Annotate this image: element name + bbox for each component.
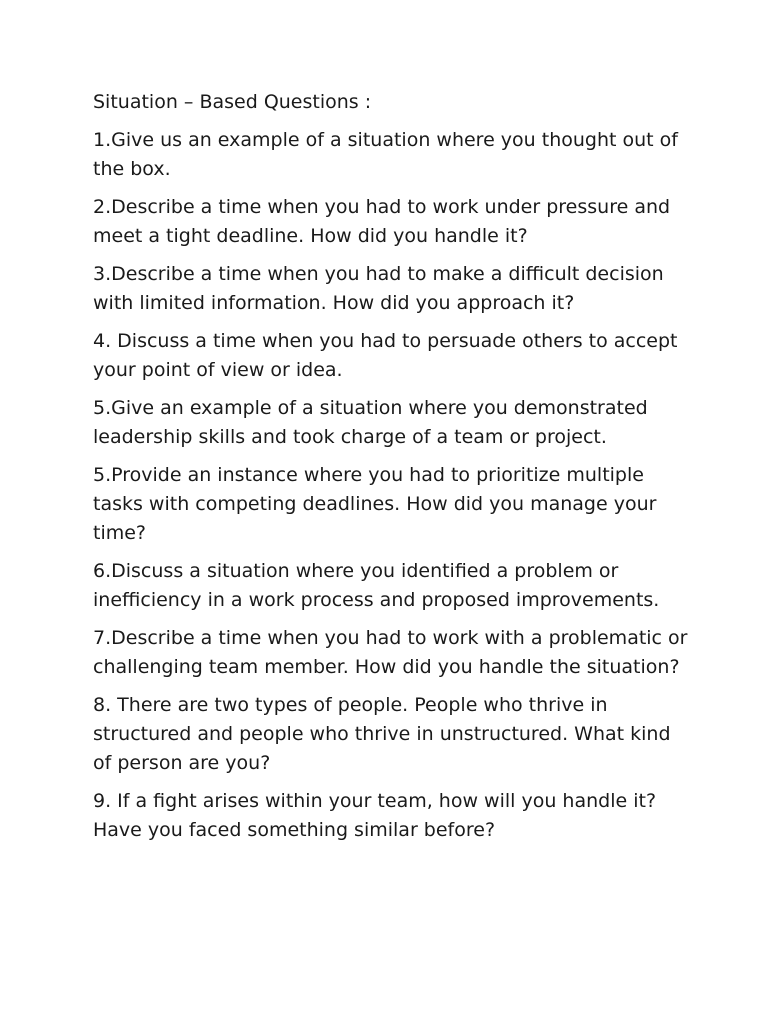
question-3: 3.Describe a time when you had to make a difficult decision with limited information. How did you approach it? bbox=[93, 263, 664, 314]
question-7: 6.Discuss a situation where you identified a problem or inefficiency in a work process and proposed improvements. bbox=[93, 560, 660, 611]
question-9: 8. There are two types of people. People who thrive in structured and people who thrive in unstructured. What kind of person are you? bbox=[93, 694, 671, 774]
question-8: 7.Describe a time when you had to work with a problematic or challenging team member. How did you handle the situation? bbox=[93, 627, 688, 678]
question-2: 2.Describe a time when you had to work under pressure and meet a tight deadline. How did you handle it? bbox=[93, 196, 671, 247]
document-body bbox=[93, 88, 693, 854]
question-1: 1.Give us an example of a situation where you thought out of the box. bbox=[93, 129, 678, 180]
question-5: 5.Give an example of a situation where you demonstrated leadership skills and took charge of a team or project. bbox=[93, 397, 648, 448]
question-6: 5.Provide an instance where you had to prioritize multiple tasks with competing deadlines. How did you manage your time? bbox=[93, 464, 657, 544]
question-4: 4. Discuss a time when you had to persuade others to accept your point of view or idea. bbox=[93, 330, 678, 381]
question-10: 9. If a fight arises within your team, how will you handle it? Have you faced something similar before? bbox=[93, 790, 657, 841]
document-heading: Situation – Based Questions : bbox=[93, 91, 372, 113]
